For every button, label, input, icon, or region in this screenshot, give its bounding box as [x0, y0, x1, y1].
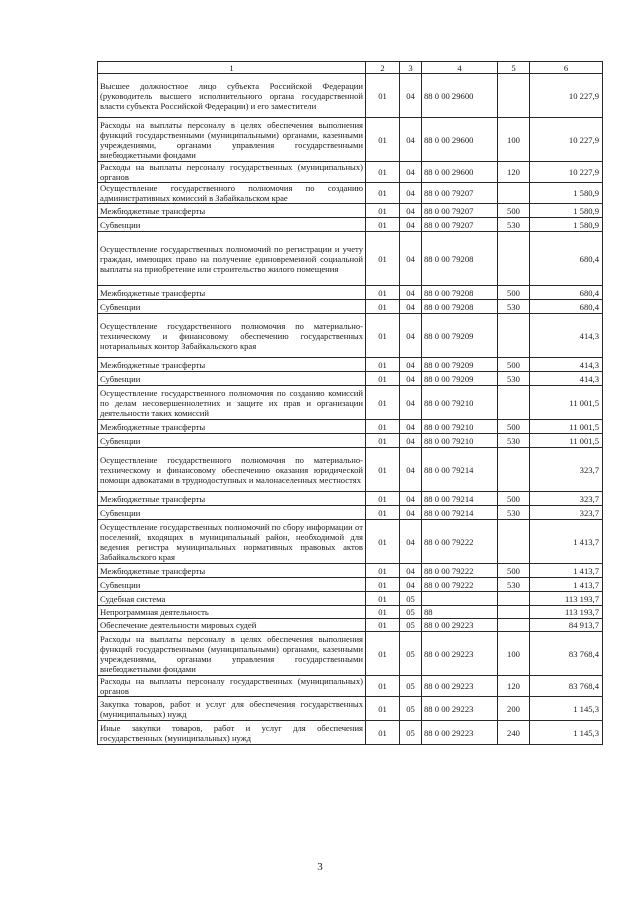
cell-amount: 1 145,3 — [530, 721, 603, 745]
cell-expense-type: 500 — [498, 492, 530, 506]
cell-amount: 113 193,7 — [530, 592, 603, 606]
cell-amount: 11 001,5 — [530, 420, 603, 434]
cell-subsection: 04 — [400, 372, 422, 386]
cell-subsection: 04 — [400, 448, 422, 492]
cell-section: 01 — [366, 520, 400, 564]
cell-subsection: 04 — [400, 314, 422, 358]
cell-amount: 84 913,7 — [530, 619, 603, 632]
cell-section: 01 — [366, 606, 400, 619]
cell-name: Судебная система — [98, 592, 366, 606]
table-row — [98, 372, 603, 386]
cell-subsection: 04 — [400, 506, 422, 520]
table-row — [98, 162, 603, 183]
cell-section: 01 — [366, 434, 400, 448]
cell-name: Субвенции — [98, 300, 366, 314]
cell-section: 01 — [366, 448, 400, 492]
cell-expense-type: 500 — [498, 286, 530, 300]
cell-target-code: 88 0 00 79209 — [422, 372, 498, 386]
cell-target-code: 88 0 00 79214 — [422, 506, 498, 520]
cell-name: Осуществление государственного полномочия по созданию комиссий по делам несовершеннолетних и защите их прав и организации деятельности таких комиссий — [98, 386, 366, 420]
cell-amount: 680,4 — [530, 232, 603, 286]
cell-amount: 1 580,9 — [530, 218, 603, 232]
table-row — [98, 564, 603, 578]
cell-expense-type — [498, 606, 530, 619]
cell-name: Осуществление государственного полномочия по материально-техническому и финансовому обеспечению оказания юридической помощи адвокатами в труднодоступных и малонаселенных местностях — [98, 448, 366, 492]
cell-section: 01 — [366, 619, 400, 632]
cell-subsection: 04 — [400, 358, 422, 372]
table-row — [98, 232, 603, 286]
cell-target-code: 88 0 00 79222 — [422, 520, 498, 564]
cell-target-code: 88 0 00 29223 — [422, 697, 498, 721]
cell-expense-type: 500 — [498, 564, 530, 578]
cell-name: Межбюджетные трансферты — [98, 204, 366, 218]
cell-target-code: 88 0 00 79208 — [422, 232, 498, 286]
cell-section: 01 — [366, 676, 400, 697]
cell-target-code: 88 0 00 79209 — [422, 314, 498, 358]
cell-name: Высшее должностное лицо субъекта Российской Федерации (руководитель высшего исполнительного органа государственной власти субъекта Российской Федерации) и его заместители — [98, 74, 366, 118]
cell-target-code: 88 0 00 29600 — [422, 118, 498, 162]
cell-subsection: 04 — [400, 386, 422, 420]
cell-subsection: 04 — [400, 162, 422, 183]
column-header-target-code: 4 — [422, 62, 498, 74]
cell-amount: 1 413,7 — [530, 520, 603, 564]
cell-section: 01 — [366, 300, 400, 314]
cell-subsection: 04 — [400, 564, 422, 578]
cell-target-code: 88 0 00 79208 — [422, 286, 498, 300]
cell-amount: 323,7 — [530, 492, 603, 506]
table-row — [98, 386, 603, 420]
cell-name: Субвенции — [98, 434, 366, 448]
cell-target-code: 88 0 00 79210 — [422, 386, 498, 420]
cell-name: Иные закупки товаров, работ и услуг для обеспечения государственных (муниципальных) нужд — [98, 721, 366, 745]
cell-expense-type: 500 — [498, 420, 530, 434]
cell-section: 01 — [366, 592, 400, 606]
cell-amount: 113 193,7 — [530, 606, 603, 619]
cell-subsection: 04 — [400, 520, 422, 564]
cell-subsection: 05 — [400, 619, 422, 632]
cell-amount: 1 580,9 — [530, 204, 603, 218]
cell-expense-type: 120 — [498, 162, 530, 183]
cell-amount: 11 001,5 — [530, 434, 603, 448]
table-row — [98, 420, 603, 434]
cell-subsection: 04 — [400, 74, 422, 118]
cell-section: 01 — [366, 183, 400, 204]
cell-name: Межбюджетные трансферты — [98, 286, 366, 300]
table-row — [98, 506, 603, 520]
cell-amount: 414,3 — [530, 314, 603, 358]
cell-amount: 1 580,9 — [530, 183, 603, 204]
cell-amount: 680,4 — [530, 286, 603, 300]
cell-subsection: 05 — [400, 592, 422, 606]
cell-target-code: 88 0 00 79222 — [422, 564, 498, 578]
table-row — [98, 314, 603, 358]
cell-target-code: 88 0 00 29223 — [422, 619, 498, 632]
cell-name: Закупка товаров, работ и услуг для обеспечения государственных (муниципальных) нужд — [98, 697, 366, 721]
cell-name: Расходы на выплаты персоналу государственных (муниципальных) органов — [98, 676, 366, 697]
cell-name: Обеспечение деятельности мировых судей — [98, 619, 366, 632]
cell-expense-type: 530 — [498, 578, 530, 592]
table-row — [98, 697, 603, 721]
budget-table-body — [98, 62, 603, 745]
cell-target-code: 88 0 00 79210 — [422, 420, 498, 434]
column-header-subsection: 3 — [400, 62, 422, 74]
cell-amount: 680,4 — [530, 300, 603, 314]
table-row — [98, 721, 603, 745]
cell-name: Осуществление государственного полномочия по материально-техническому и финансовому обеспечению государственных нотариальных контор Забайкальского края — [98, 314, 366, 358]
cell-expense-type — [498, 183, 530, 204]
cell-name: Межбюджетные трансферты — [98, 492, 366, 506]
cell-subsection: 05 — [400, 676, 422, 697]
cell-target-code: 88 0 00 79207 — [422, 218, 498, 232]
cell-expense-type — [498, 520, 530, 564]
cell-name: Расходы на выплаты персоналу государственных (муниципальных) органов — [98, 162, 366, 183]
cell-amount: 1 145,3 — [530, 697, 603, 721]
cell-target-code: 88 0 00 79207 — [422, 183, 498, 204]
cell-subsection: 04 — [400, 204, 422, 218]
cell-name: Осуществление государственного полномочия по созданию административных комиссий в Забайкальском крае — [98, 183, 366, 204]
table-row — [98, 592, 603, 606]
table-row — [98, 606, 603, 619]
cell-expense-type: 530 — [498, 372, 530, 386]
cell-name: Субвенции — [98, 218, 366, 232]
cell-section: 01 — [366, 420, 400, 434]
cell-amount: 83 768,4 — [530, 676, 603, 697]
cell-target-code: 88 0 00 79214 — [422, 448, 498, 492]
table-row — [98, 183, 603, 204]
table-row — [98, 218, 603, 232]
cell-section: 01 — [366, 578, 400, 592]
cell-target-code: 88 0 00 79207 — [422, 204, 498, 218]
cell-section: 01 — [366, 286, 400, 300]
cell-name: Расходы на выплаты персоналу в целях обеспечения выполнения функций государственными (муниципальными) органами, казенными учреждениями, органами управления государственными внебюджетными фондами — [98, 118, 366, 162]
cell-section: 01 — [366, 697, 400, 721]
cell-amount: 414,3 — [530, 358, 603, 372]
cell-section: 01 — [366, 564, 400, 578]
cell-amount: 1 413,7 — [530, 564, 603, 578]
table-row — [98, 204, 603, 218]
table-row — [98, 632, 603, 676]
cell-target-code: 88 0 00 79209 — [422, 358, 498, 372]
cell-target-code: 88 0 00 29600 — [422, 74, 498, 118]
cell-subsection: 04 — [400, 420, 422, 434]
cell-expense-type: 100 — [498, 118, 530, 162]
cell-expense-type: 530 — [498, 506, 530, 520]
cell-section: 01 — [366, 358, 400, 372]
cell-name: Субвенции — [98, 372, 366, 386]
cell-section: 01 — [366, 118, 400, 162]
table-row — [98, 74, 603, 118]
cell-amount: 83 768,4 — [530, 632, 603, 676]
cell-target-code: 88 0 00 29223 — [422, 632, 498, 676]
cell-amount: 323,7 — [530, 506, 603, 520]
cell-name: Межбюджетные трансферты — [98, 420, 366, 434]
cell-name: Непрограммная деятельность — [98, 606, 366, 619]
column-header-section: 2 — [366, 62, 400, 74]
cell-amount: 414,3 — [530, 372, 603, 386]
column-header-name: 1 — [98, 62, 366, 74]
cell-amount: 10 227,9 — [530, 162, 603, 183]
cell-target-code: 88 0 00 79214 — [422, 492, 498, 506]
cell-expense-type — [498, 74, 530, 118]
table-row — [98, 676, 603, 697]
cell-section: 01 — [366, 506, 400, 520]
cell-section: 01 — [366, 314, 400, 358]
table-row — [98, 434, 603, 448]
cell-name: Осуществление государственных полномочий по сбору информации от поселений, входящих в муниципальный район, необходимой для ведения регистра муниципальных нормативных правовых актов Забайкальского края — [98, 520, 366, 564]
cell-target-code: 88 0 00 79208 — [422, 300, 498, 314]
table-row — [98, 578, 603, 592]
cell-subsection: 05 — [400, 721, 422, 745]
cell-subsection: 05 — [400, 632, 422, 676]
cell-section: 01 — [366, 372, 400, 386]
cell-name: Межбюджетные трансферты — [98, 358, 366, 372]
cell-subsection: 04 — [400, 218, 422, 232]
cell-amount: 1 413,7 — [530, 578, 603, 592]
cell-section: 01 — [366, 232, 400, 286]
cell-expense-type: 240 — [498, 721, 530, 745]
cell-expense-type: 120 — [498, 676, 530, 697]
cell-expense-type: 500 — [498, 204, 530, 218]
cell-amount: 10 227,9 — [530, 74, 603, 118]
cell-section: 01 — [366, 386, 400, 420]
cell-section: 01 — [366, 74, 400, 118]
cell-target-code — [422, 592, 498, 606]
table-row — [98, 300, 603, 314]
page-number: 3 — [317, 861, 323, 873]
table-row — [98, 520, 603, 564]
cell-section: 01 — [366, 721, 400, 745]
cell-name: Межбюджетные трансферты — [98, 564, 366, 578]
cell-expense-type: 200 — [498, 697, 530, 721]
cell-expense-type — [498, 619, 530, 632]
cell-name: Субвенции — [98, 578, 366, 592]
cell-target-code: 88 0 00 29223 — [422, 676, 498, 697]
cell-subsection: 04 — [400, 300, 422, 314]
cell-subsection: 04 — [400, 183, 422, 204]
cell-subsection: 05 — [400, 606, 422, 619]
cell-target-code: 88 0 00 29600 — [422, 162, 498, 183]
cell-expense-type: 100 — [498, 632, 530, 676]
cell-subsection: 04 — [400, 118, 422, 162]
table-row — [98, 286, 603, 300]
cell-section: 01 — [366, 218, 400, 232]
column-header-expense-type: 5 — [498, 62, 530, 74]
cell-expense-type: 530 — [498, 218, 530, 232]
cell-subsection: 04 — [400, 286, 422, 300]
table-row — [98, 118, 603, 162]
cell-name: Осуществление государственных полномочий по регистрации и учету граждан, имеющих право на получение единовременной социальной выплаты на приобретение или строительство жилого помещения — [98, 232, 366, 286]
cell-section: 01 — [366, 204, 400, 218]
cell-amount: 323,7 — [530, 448, 603, 492]
table-row — [98, 492, 603, 506]
cell-expense-type: 530 — [498, 300, 530, 314]
cell-section: 01 — [366, 492, 400, 506]
cell-target-code: 88 — [422, 606, 498, 619]
cell-target-code: 88 0 00 79210 — [422, 434, 498, 448]
table-row — [98, 619, 603, 632]
table-header-row — [98, 62, 603, 74]
cell-expense-type — [498, 386, 530, 420]
cell-amount: 11 001,5 — [530, 386, 603, 420]
cell-expense-type — [498, 448, 530, 492]
cell-name: Субвенции — [98, 506, 366, 520]
cell-subsection: 04 — [400, 578, 422, 592]
cell-subsection: 04 — [400, 434, 422, 448]
column-header-amount: 6 — [530, 62, 603, 74]
cell-expense-type — [498, 232, 530, 286]
cell-subsection: 04 — [400, 492, 422, 506]
cell-expense-type: 530 — [498, 434, 530, 448]
budget-table — [97, 61, 603, 745]
cell-section: 01 — [366, 632, 400, 676]
cell-target-code: 88 0 00 79222 — [422, 578, 498, 592]
cell-expense-type — [498, 314, 530, 358]
cell-name: Расходы на выплаты персоналу в целях обеспечения выполнения функций государственными (муниципальными) органами, казенными учреждениями, органами управления государственными внебюджетными фондами — [98, 632, 366, 676]
cell-subsection: 04 — [400, 232, 422, 286]
cell-subsection: 05 — [400, 697, 422, 721]
table-row — [98, 448, 603, 492]
table-row — [98, 358, 603, 372]
cell-target-code: 88 0 00 29223 — [422, 721, 498, 745]
cell-amount: 10 227,9 — [530, 118, 603, 162]
cell-expense-type: 500 — [498, 358, 530, 372]
cell-expense-type — [498, 592, 530, 606]
cell-section: 01 — [366, 162, 400, 183]
